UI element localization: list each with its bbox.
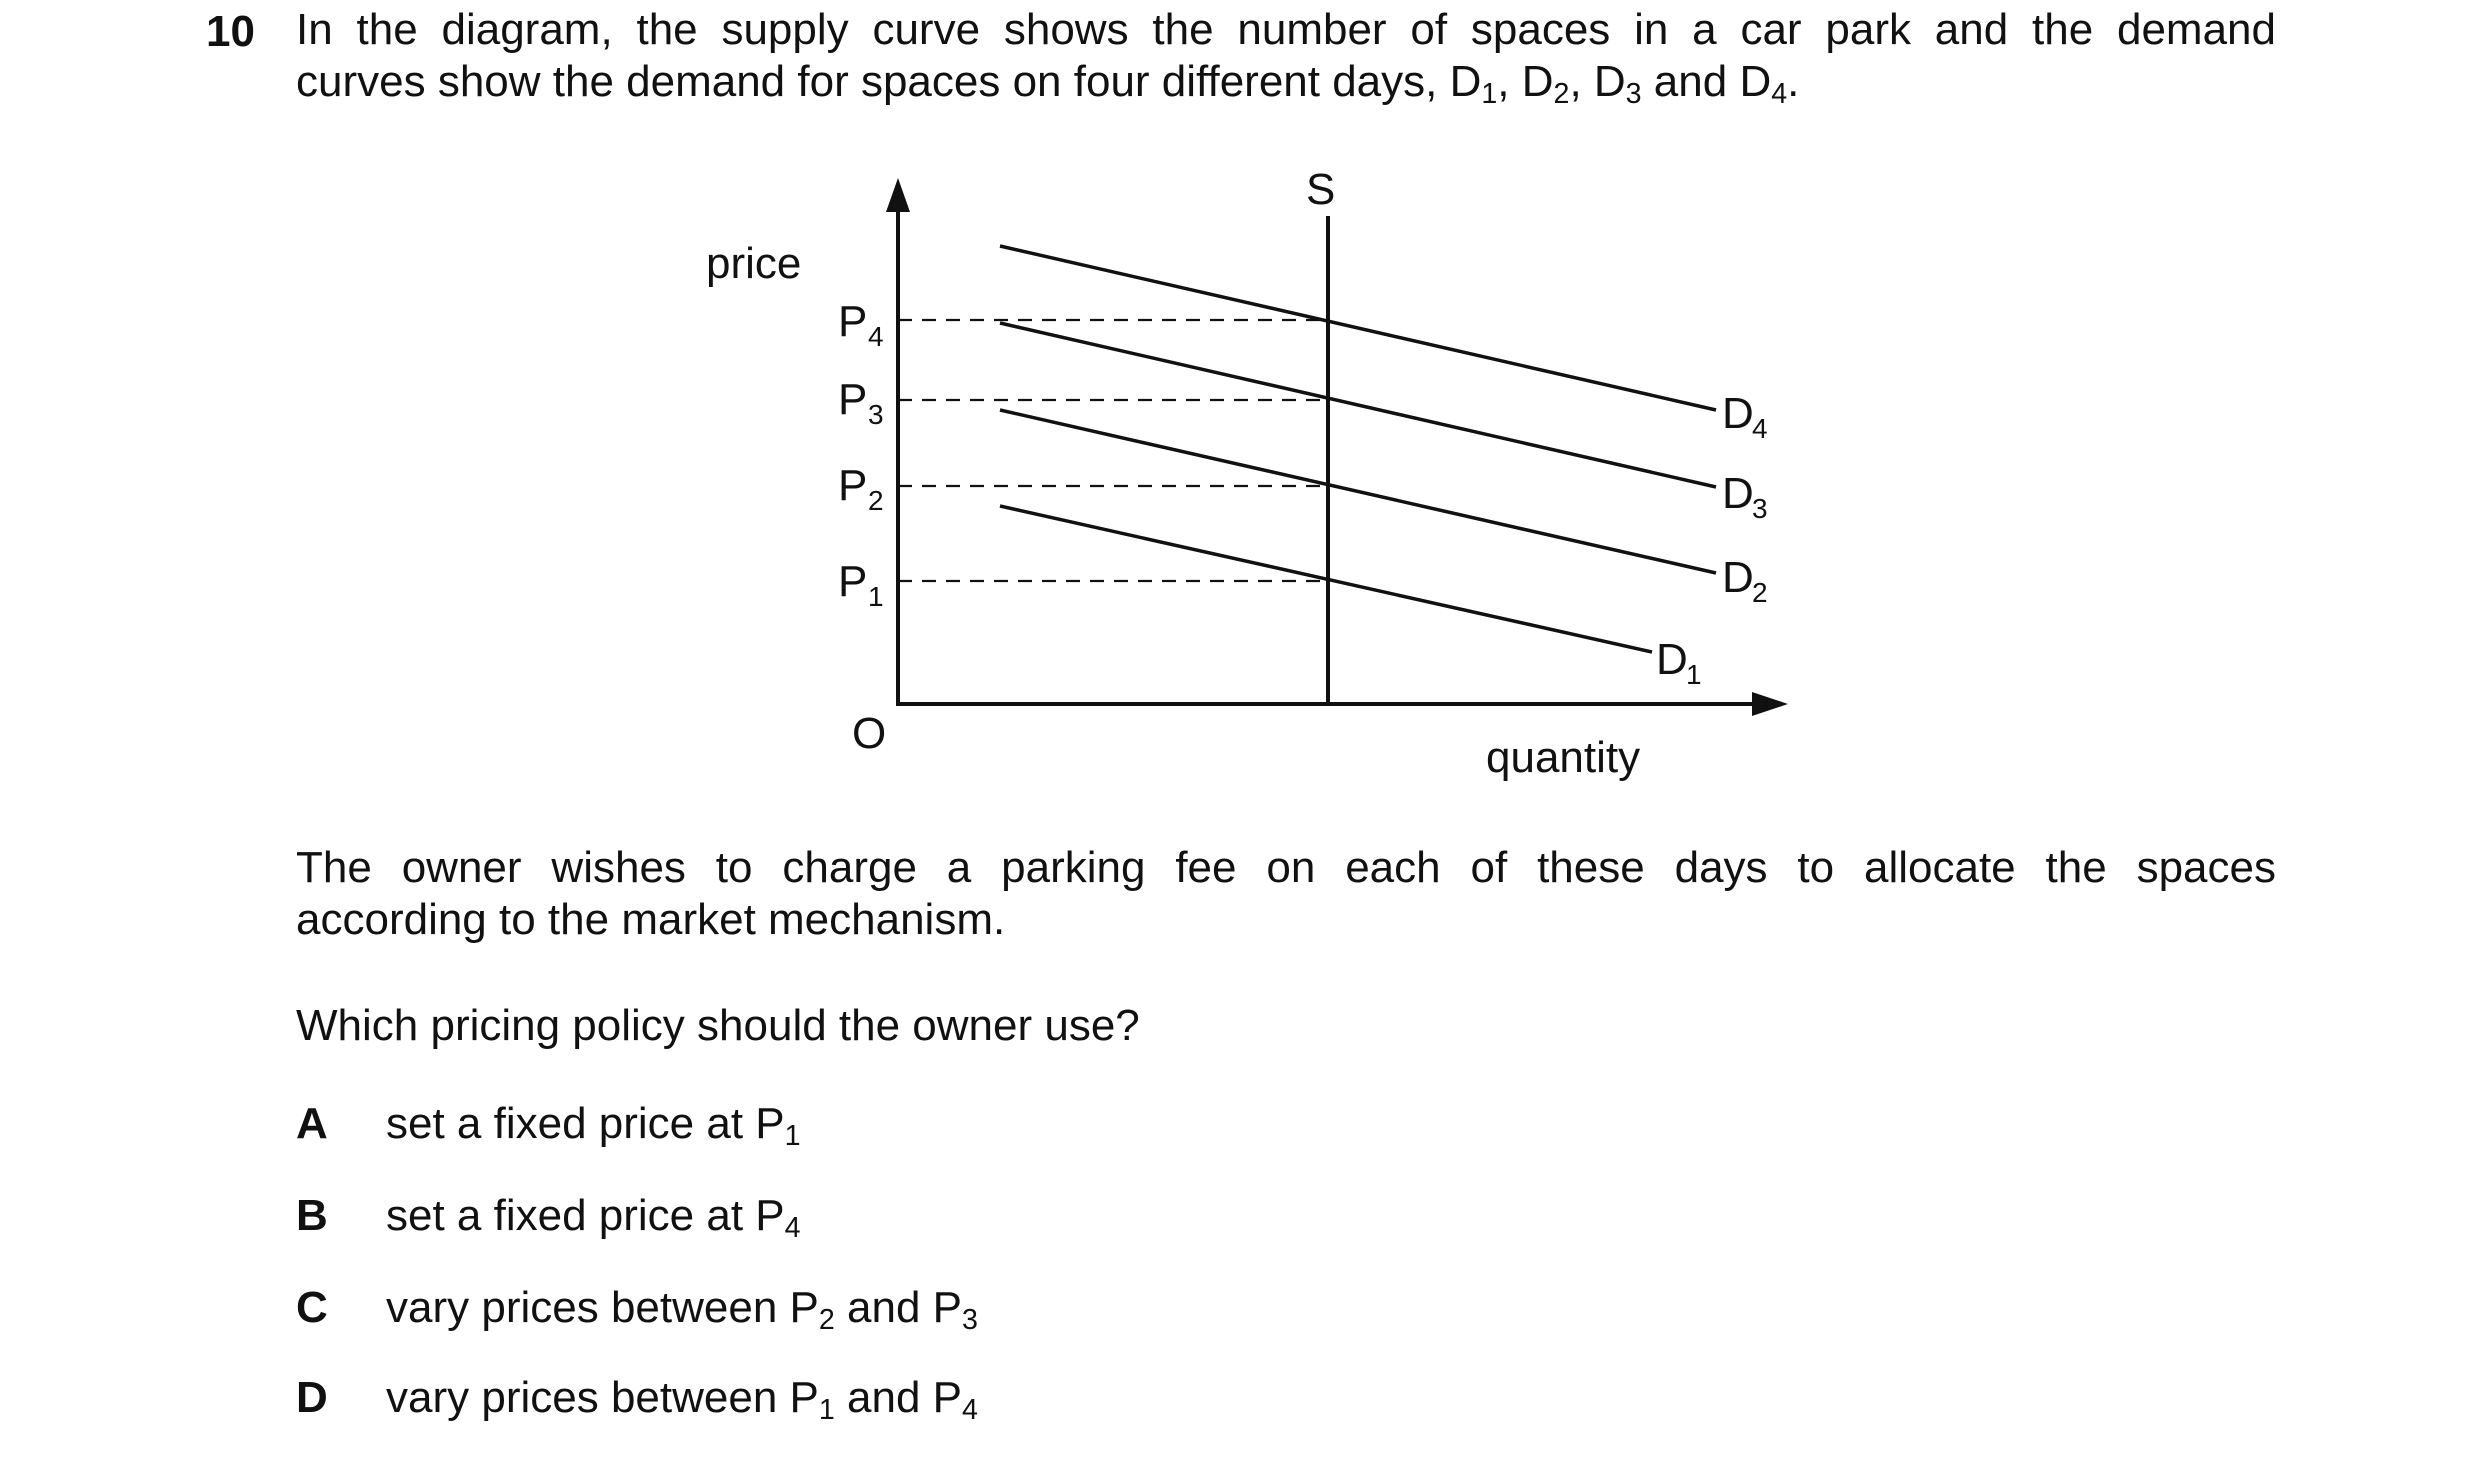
option-letter: A [296, 1099, 328, 1148]
x-axis-label: quantity [1486, 733, 1641, 782]
y-axis-label: price [706, 239, 802, 288]
origin-label: O [852, 709, 887, 758]
supply-label: S [1306, 165, 1336, 214]
option-d[interactable] [296, 1370, 978, 1426]
svg-text:3: 3 [1752, 493, 1768, 524]
x-axis-arrowhead [1752, 692, 1788, 716]
option-text: set a fixed price at $P_4$ [386, 1191, 801, 1245]
option-text: set a fixed price at $P_1$ [386, 1099, 801, 1153]
svg-text:3: 3 [868, 399, 884, 430]
demand-label-d2 [1722, 553, 1768, 608]
price-label-p4 [838, 297, 884, 352]
svg-text:1: 1 [868, 581, 884, 612]
demand-label-d3 [1722, 469, 1768, 524]
demand-label-d1 [1656, 635, 1702, 690]
demand-curve-d2 [1000, 410, 1716, 573]
option-b[interactable] [296, 1188, 801, 1244]
svg-text:2: 2 [868, 485, 884, 516]
demand-curve-d3 [1000, 323, 1716, 487]
option-c[interactable] [296, 1280, 978, 1336]
svg-text:D: D [1656, 635, 1688, 684]
svg-text:P: P [838, 461, 868, 510]
svg-text:1: 1 [1686, 659, 1702, 690]
scenario-line-1: The owner wishes to charge a parking fee on each of these days to allocate the spaces [296, 843, 2276, 892]
demand-curve-d4 [1000, 246, 1716, 410]
option-text: vary prices between $P_2$ and $P_3$ [386, 1283, 978, 1337]
svg-text:4: 4 [1752, 413, 1768, 444]
demand-label-d4 [1722, 389, 1768, 444]
price-label-p1 [838, 557, 884, 612]
option-letter: D [296, 1373, 328, 1422]
scenario-line-2: according to the market mechanism. [296, 895, 1006, 944]
svg-text:P: P [838, 557, 868, 606]
svg-text:2: 2 [1752, 577, 1768, 608]
question-number: 10 [206, 7, 255, 56]
svg-text:P: P [838, 375, 868, 424]
price-label-p3 [838, 375, 884, 430]
stem-line-2: curves show the demand for spaces on four different days, $D_1$, $D_2$, $D_3$ and $D_4$. [296, 57, 1800, 111]
y-axis-arrowhead [886, 178, 910, 212]
svg-text:D: D [1722, 469, 1754, 518]
option-letter: C [296, 1283, 328, 1332]
svg-text:D: D [1722, 389, 1754, 438]
svg-text:P: P [838, 297, 868, 346]
question-prompt: Which pricing policy should the owner use? [296, 1001, 1140, 1050]
option-a[interactable] [296, 1096, 801, 1152]
option-text: vary prices between $P_1$ and $P_4$ [386, 1373, 978, 1427]
svg-text:D: D [1722, 553, 1754, 602]
option-letter: B [296, 1191, 328, 1240]
scenario-paragraph [296, 842, 2276, 946]
stem-line-1: In the diagram, the supply curve shows the number of spaces in a car park and the demand [296, 5, 2276, 54]
svg-text:4: 4 [868, 321, 884, 352]
price-label-p2 [838, 461, 884, 516]
